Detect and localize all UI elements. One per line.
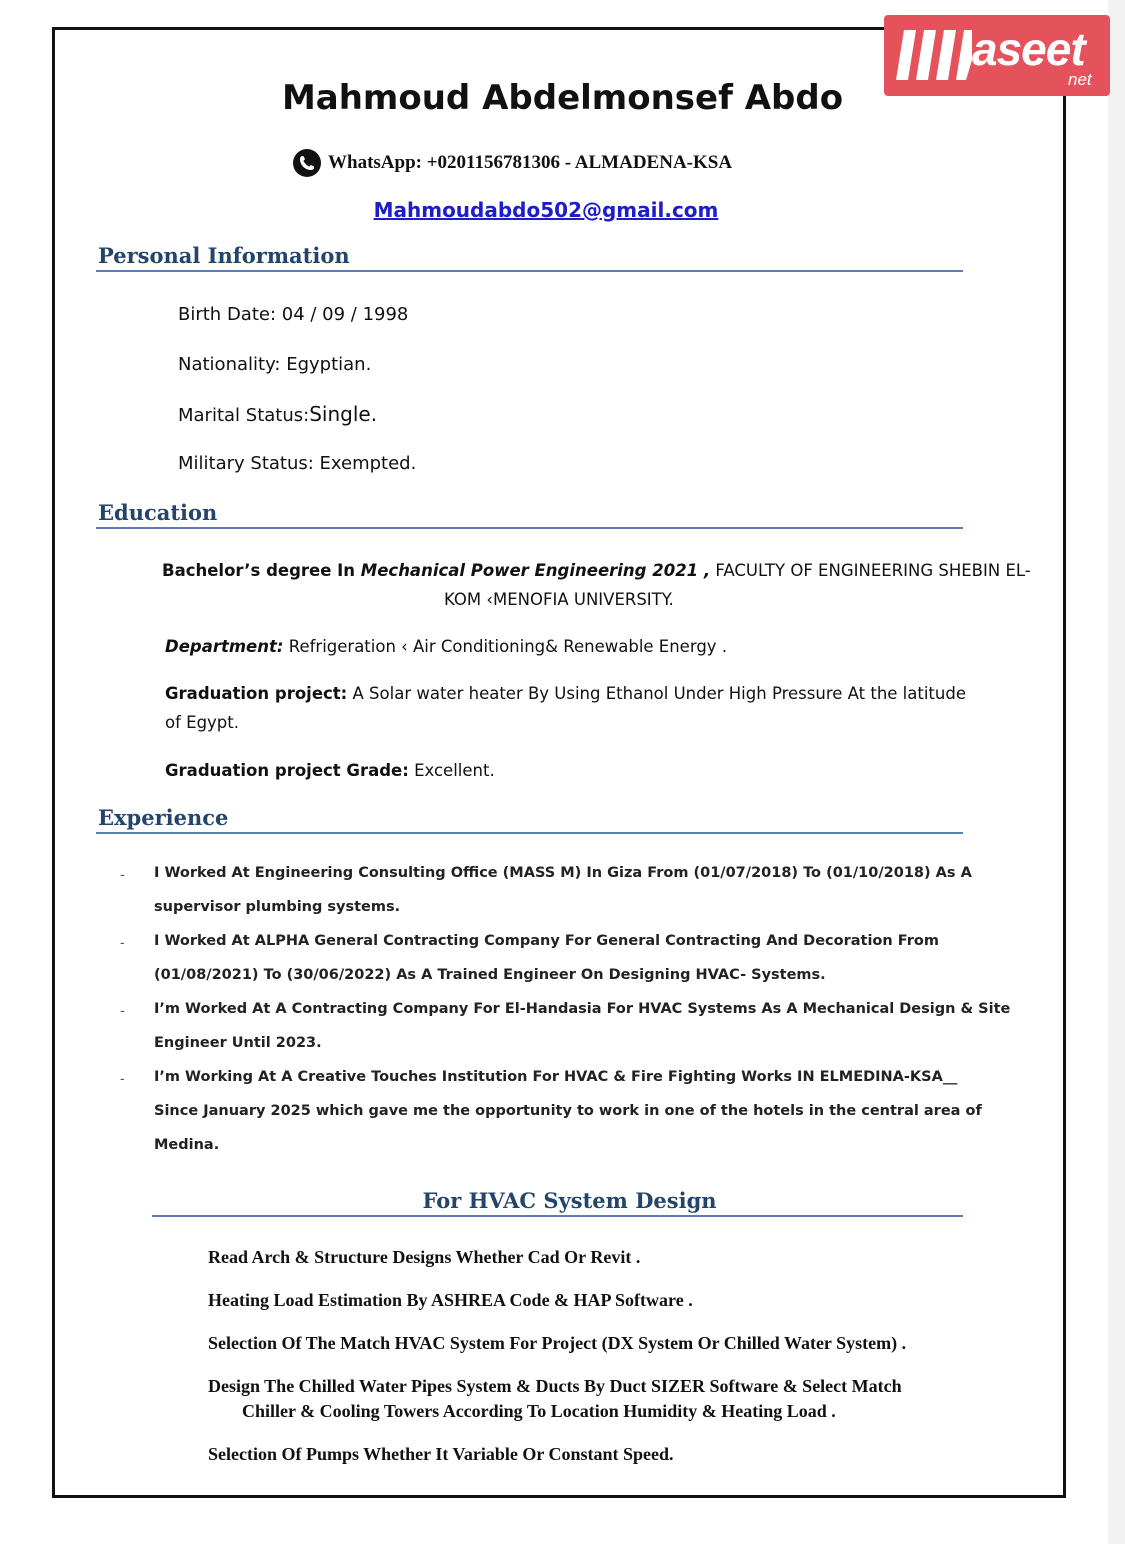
- degree-line: [162, 561, 1031, 580]
- contact-text: WhatsApp: +0201156781306 - ALMADENA-KSA: [328, 152, 733, 173]
- degree-line-2: KOM ‹MENOFIA UNIVERSITY.: [444, 590, 674, 609]
- section-title-education: Education: [98, 500, 218, 525]
- section-rule: [152, 1215, 963, 1217]
- graduation-project: [165, 684, 966, 703]
- watermark-text: aseet: [972, 23, 1085, 75]
- experience-line: Medina.: [154, 1137, 220, 1153]
- project-value: A Solar water heater By Using Ethanol Under High Pressure At the latitude: [347, 684, 966, 703]
- experience-line: supervisor plumbing systems.: [154, 899, 401, 915]
- section-rule: [96, 832, 963, 834]
- degree-suffix: FACULTY OF ENGINEERING SHEBIN EL-: [710, 561, 1031, 580]
- experience-line: I’m Worked At A Contracting Company For El-Handasia For HVAC Systems As A Mechanical Design & Site: [154, 1001, 1011, 1017]
- watermark-subtext: net: [1068, 70, 1092, 89]
- experience-line: Since January 2025 which gave me the opportunity to work in one of the hotels in the central area of: [154, 1103, 982, 1119]
- hvac-skill: Read Arch & Structure Designs Whether Cad Or Revit .: [208, 1247, 641, 1267]
- experience-line: I Worked At Engineering Consulting Office (MASS M) In Giza From (01/07/2018) To (01/10/2018) As A: [154, 865, 972, 881]
- hvac-skill: Design The Chilled Water Pipes System & Ducts By Duct SIZER Software & Select Match: [208, 1376, 902, 1396]
- email-link[interactable]: Mahmoudabdo502@gmail.com: [373, 198, 719, 222]
- hvac-skill-continued: Chiller & Cooling Towers According To Location Humidity & Heating Load .: [242, 1401, 836, 1421]
- section-rule: [96, 527, 963, 529]
- candidate-name: Mahmoud Abdelmonsef Abdo: [281, 78, 844, 118]
- list-bullet: -: [120, 1070, 125, 1086]
- grade-label: Graduation project Grade:: [165, 761, 409, 780]
- list-bullet: -: [120, 1002, 125, 1018]
- hvac-skill: Selection Of Pumps Whether It Variable Or Constant Speed.: [208, 1444, 674, 1464]
- whatsapp-phone-icon: [292, 148, 322, 178]
- hvac-skill: Heating Load Estimation By ASHREA Code & HAP Software .: [208, 1290, 693, 1310]
- nationality: Nationality: Egyptian.: [178, 354, 372, 375]
- department-value: Refrigeration ‹ Air Conditioning& Renewable Energy .: [283, 637, 728, 656]
- experience-line: Engineer Until 2023.: [154, 1035, 322, 1051]
- experience-line: I’m Working At A Creative Touches Institution For HVAC & Fire Fighting Works IN ELMEDINA-KSA__: [154, 1069, 958, 1085]
- military-status: Military Status: Exempted.: [178, 453, 417, 474]
- experience-line: (01/08/2021) To (30/06/2022) As A Trained Engineer On Designing HVAC- Systems.: [154, 967, 826, 983]
- contact-line: [292, 148, 732, 178]
- project-label: Graduation project:: [165, 684, 348, 703]
- project-grade: [165, 761, 495, 780]
- degree-prefix: Bachelor’s degree In: [162, 561, 361, 580]
- section-rule: [96, 270, 963, 272]
- hvac-skill: Selection Of The Match HVAC System For Project (DX System Or Chilled Water System) .: [208, 1333, 907, 1353]
- section-title-hvac: For HVAC System Design: [422, 1188, 717, 1213]
- section-title-personal: Personal Information: [98, 243, 350, 268]
- department-label: Department:: [165, 637, 284, 656]
- list-bullet: -: [120, 866, 125, 882]
- graduation-project-line-2: of Egypt.: [165, 713, 240, 732]
- marital-label: Marital Status:: [178, 405, 310, 426]
- marital-status: [178, 402, 377, 426]
- marital-value: Single.: [309, 402, 378, 426]
- birth-date: Birth Date: 04 / 09 / 1998: [178, 304, 409, 325]
- section-title-experience: Experience: [98, 805, 229, 830]
- department: [165, 637, 727, 656]
- grade-value: Excellent.: [408, 761, 495, 780]
- page-edge: [1108, 0, 1125, 1544]
- degree-field: Mechanical Power Engineering 2021 ,: [360, 561, 711, 580]
- experience-line: I Worked At ALPHA General Contracting Company For General Contracting And Decoration From: [154, 933, 939, 949]
- list-bullet: -: [120, 934, 125, 950]
